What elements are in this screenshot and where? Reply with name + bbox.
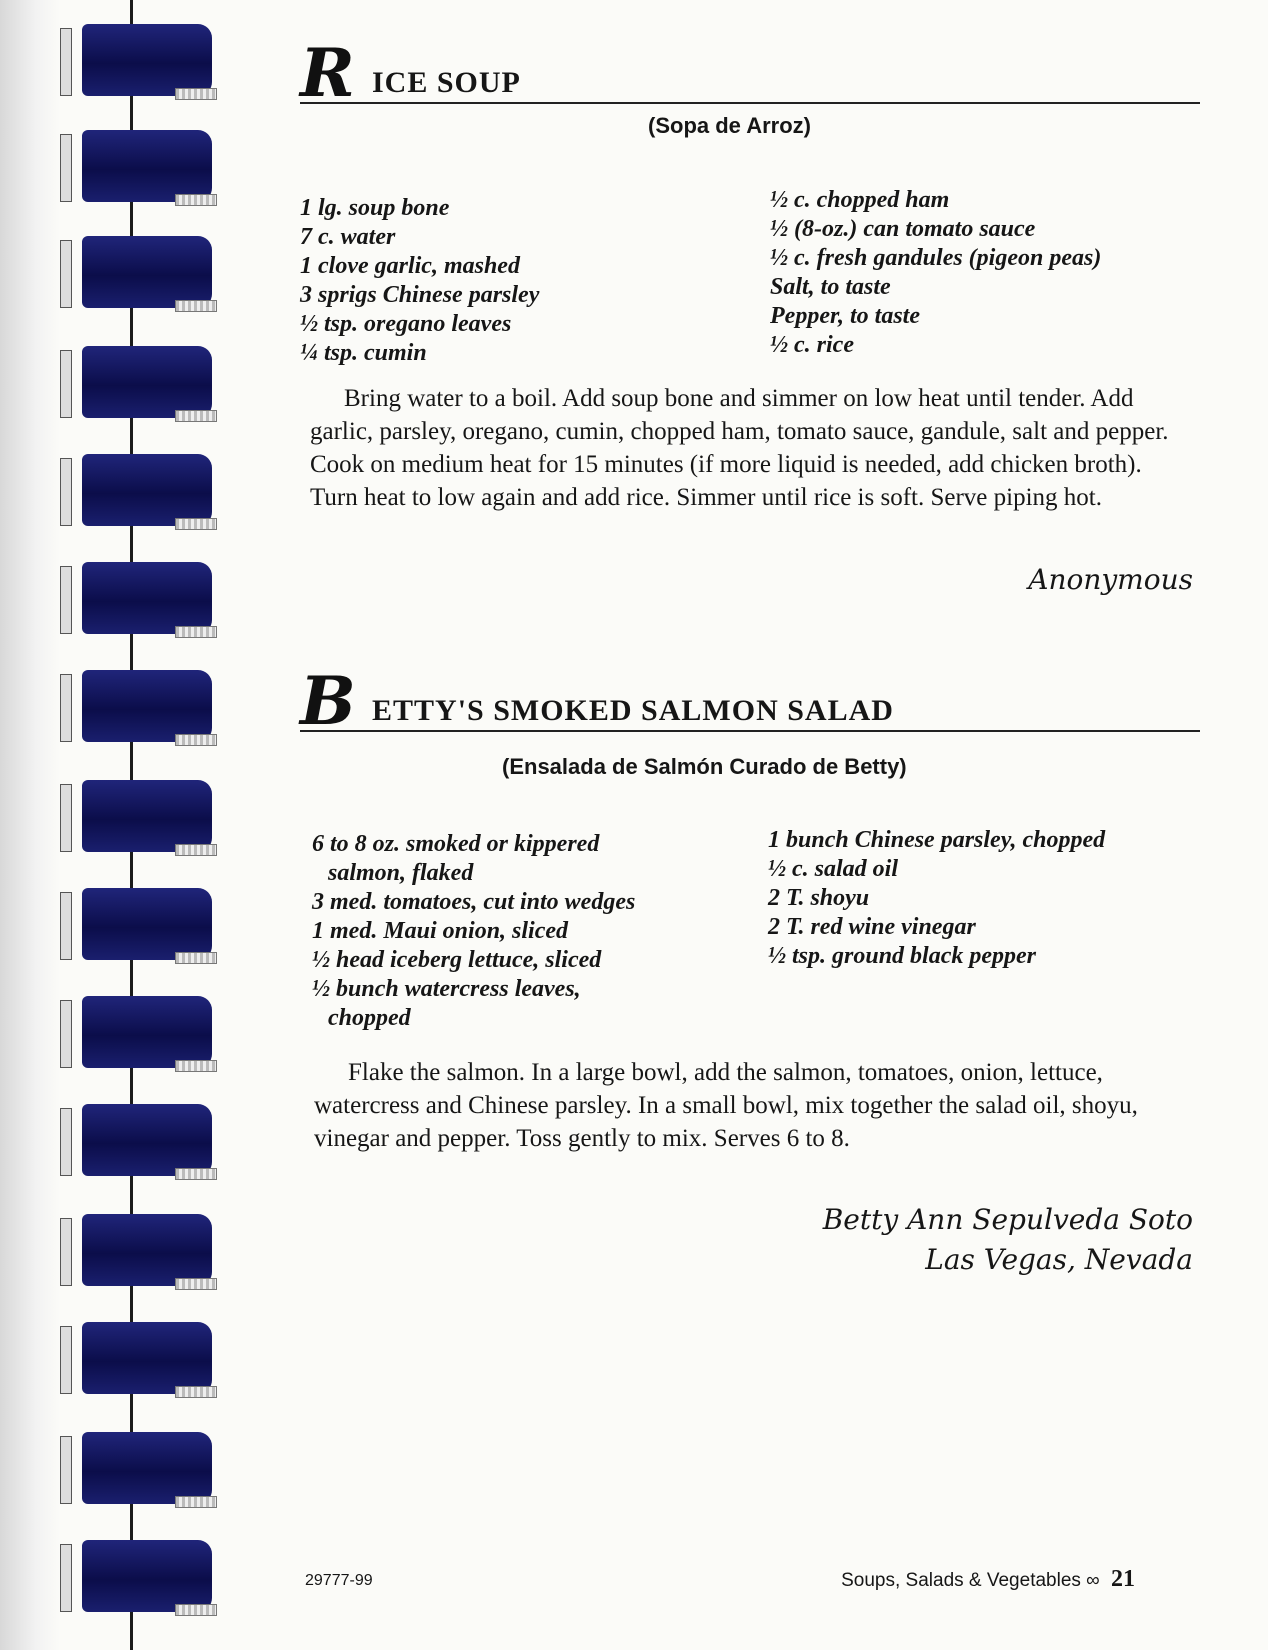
footer-section bbox=[841, 1566, 1135, 1593]
recipe-1-signature bbox=[1028, 560, 1193, 600]
footer-section-title: Soups, Salads & Vegetables ∞ bbox=[841, 1570, 1100, 1591]
ingredient: 1 med. Maui onion, sliced bbox=[312, 918, 569, 944]
ingredient: 3 med. tomatoes, cut into wedges bbox=[312, 889, 636, 915]
recipe-1-title bbox=[300, 32, 1200, 112]
recipe-2-title-initial: B bbox=[300, 662, 356, 740]
recipe-1-instructions bbox=[310, 382, 1195, 514]
binding-ring bbox=[60, 234, 220, 312]
ingredient: ½ c. chopped ham bbox=[770, 187, 950, 213]
ingredient: ½ tsp. ground black pepper bbox=[768, 943, 1037, 969]
ingredient: ½ bunch watercress leaves, bbox=[312, 976, 581, 1002]
ingredient: chopped bbox=[328, 1005, 411, 1031]
recipe-2-subtitle: (Ensalada de Salmón Curado de Betty) bbox=[502, 754, 907, 779]
binding-spine bbox=[0, 0, 60, 1650]
instructions-text: Flake the salmon. In a large bowl, add the salmon, tomatoes, onion, lettuce, watercress and Chinese parsley. In a small bowl, mix together the salad oil, shoyu, vinegar and pepper. Toss gently to mix. Serves 6 to 8. bbox=[314, 1059, 1138, 1152]
binding-ring bbox=[60, 1212, 220, 1290]
binding-ring bbox=[60, 1102, 220, 1180]
binding-ring bbox=[60, 128, 220, 206]
binding-ring bbox=[60, 344, 220, 422]
ingredient: 3 sprigs Chinese parsley bbox=[300, 282, 540, 308]
binding-ring bbox=[60, 778, 220, 856]
footer-code: 29777-99 bbox=[305, 1572, 373, 1589]
ingredient: 2 T. red wine vinegar bbox=[768, 914, 976, 940]
recipe-2-instructions bbox=[314, 1056, 1194, 1155]
recipe-2-title bbox=[300, 660, 1200, 740]
ingredient: ½ c. fresh gandules (pigeon peas) bbox=[770, 245, 1102, 271]
binding-ring bbox=[60, 994, 220, 1072]
recipe-2-ingredients-right bbox=[768, 826, 1105, 971]
ingredient: ½ head iceberg lettuce, sliced bbox=[312, 947, 602, 973]
ingredient: 6 to 8 oz. smoked or kippered bbox=[312, 831, 600, 857]
recipe-1-ingredients-right bbox=[770, 186, 1101, 360]
ingredient: 7 c. water bbox=[300, 224, 396, 250]
ingredient: ½ tsp. oregano leaves bbox=[300, 311, 512, 337]
ingredient: Pepper, to taste bbox=[770, 303, 920, 329]
ingredient: 1 lg. soup bone bbox=[300, 195, 450, 221]
ingredient: ½ c. salad oil bbox=[768, 856, 898, 882]
recipe-1-title-text: ICE SOUP bbox=[372, 66, 521, 99]
recipe-1-ingredients-left bbox=[300, 194, 539, 368]
ingredient: salmon, flaked bbox=[328, 860, 474, 886]
recipe-2-signature bbox=[823, 1200, 1193, 1280]
ingredient: ½ c. rice bbox=[770, 332, 854, 358]
ingredient: 1 clove garlic, mashed bbox=[300, 253, 520, 279]
instructions-text: Bring water to a boil. Add soup bone and simmer on low heat until tender. Add garlic, parsley, oregano, cumin, chopped ham, tomato sauce, gandule, salt and pepper. Cook on medium heat for 15 minutes (if more liquid is needed, add chicken broth). Turn heat to low again and add rice. Simmer until rice is soft. Serve piping hot. bbox=[310, 385, 1169, 511]
signature-location: Las Vegas, Nevada bbox=[925, 1243, 1193, 1276]
recipe-2-title-text: ETTY'S SMOKED SALMON SALAD bbox=[372, 694, 894, 727]
recipe-1-subtitle: (Sopa de Arroz) bbox=[648, 113, 811, 138]
binding-ring bbox=[60, 1430, 220, 1508]
ingredient: Salt, to taste bbox=[770, 274, 891, 300]
binding-ring bbox=[60, 560, 220, 638]
ingredient: ½ (8-oz.) can tomato sauce bbox=[770, 216, 1036, 242]
signature-name: Betty Ann Sepulveda Soto bbox=[822, 1203, 1193, 1236]
recipe-2-ingredients-left bbox=[312, 830, 635, 1033]
signature-name: Anonymous bbox=[1028, 563, 1193, 596]
binding-ring bbox=[60, 452, 220, 530]
binding-ring bbox=[60, 1538, 220, 1616]
page-number: 21 bbox=[1111, 1566, 1135, 1592]
binding-ring bbox=[60, 22, 220, 100]
recipe-1-title-initial: R bbox=[300, 34, 355, 112]
binding-ring bbox=[60, 668, 220, 746]
binding-ring bbox=[60, 886, 220, 964]
binding-ring bbox=[60, 1320, 220, 1398]
ingredient: 2 T. shoyu bbox=[768, 885, 870, 911]
ingredient: 1 bunch Chinese parsley, chopped bbox=[768, 827, 1106, 853]
ingredient: ¼ tsp. cumin bbox=[300, 340, 427, 366]
